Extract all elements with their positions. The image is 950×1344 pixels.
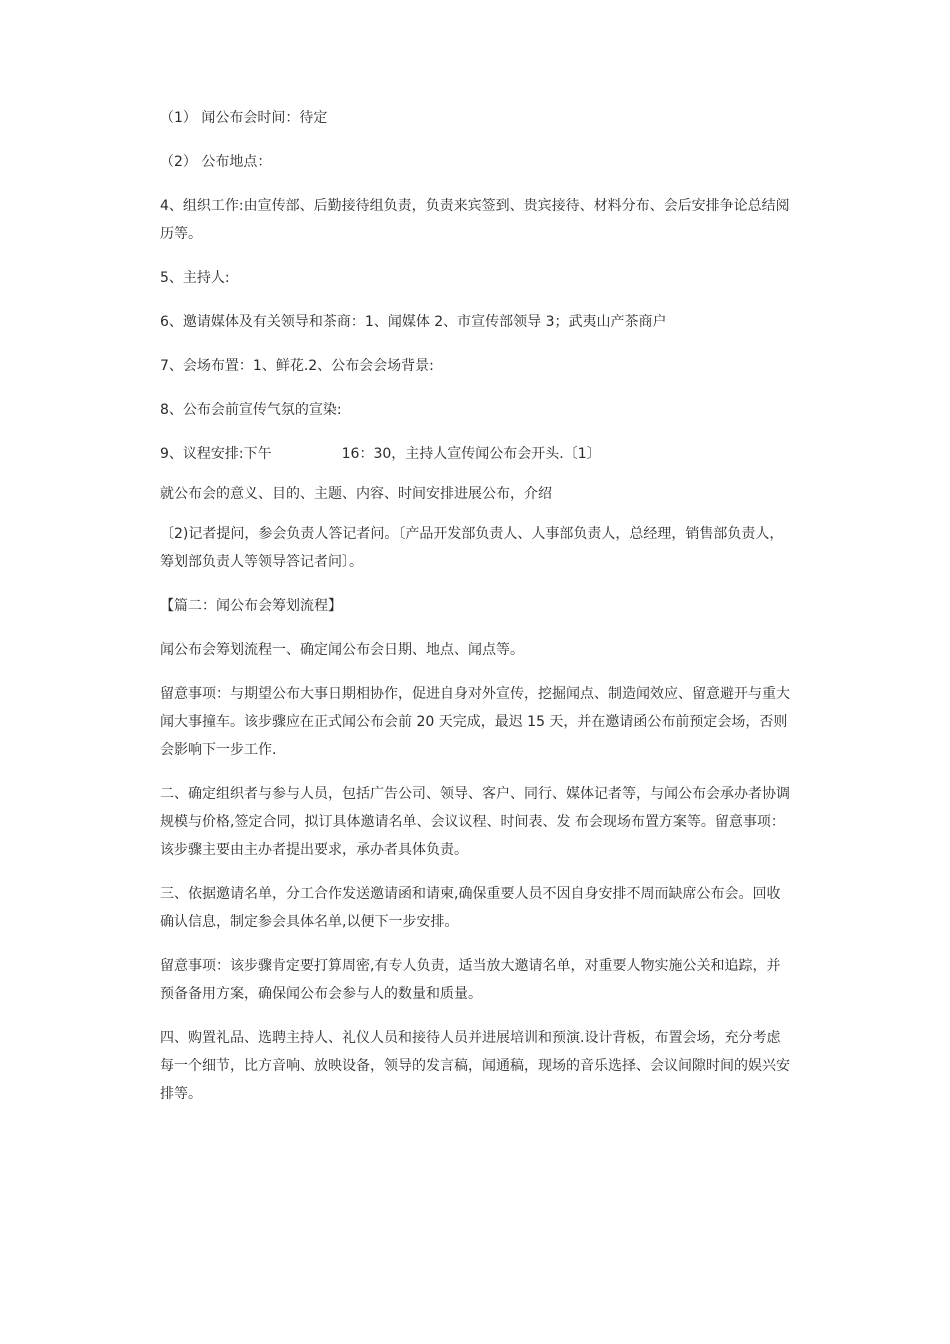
- paragraph-step-one-notes: 留意事项：与期望公布大事日期相协作，促进自身对外宣传，挖掘闻点、制造闻效应、留意避开与重大闻大事撞车。该步骤应在正式闻公布会前 20 天完成，最迟 15 天，并在邀请函公布前预定会场，否则会影响下一步工作.: [160, 686, 790, 758]
- paragraph-qa: 〔2)记者提问，参会负责人答记者问。〔产品开发部负责人、人事部负责人，总经理，销售部负责人，筹划部负责人等领导答记者问〕。: [160, 526, 784, 570]
- paragraph-agenda: 9、议程安排:下午 16：30，主持人宣传闻公布会开头.〔1〕: [160, 446, 601, 462]
- paragraph-step-one: 闻公布会筹划流程一、确定闻公布会日期、地点、闻点等。: [160, 642, 524, 658]
- paragraph-venue-setup: 7、会场布置：1、鲜花.2、公布会会场背景:: [160, 358, 434, 374]
- paragraph-pre-publicity: 8、公布会前宣传气氛的宣染:: [160, 402, 342, 418]
- paragraph-step-four: 四、购置礼品、选聘主持人、礼仪人员和接待人员并进展培训和预演.设计背板，布置会场，充分考虑每一个细节，比方音响、放映设备，领导的发言稿，闻通稿，现场的音乐选择、会议间隙时间的娱兴安排等。: [160, 1030, 790, 1102]
- document-body: [160, 104, 792, 1124]
- paragraph-announcement-location: （2） 公布地点：: [160, 154, 272, 170]
- section-heading-part-two: 【篇二：闻公布会筹划流程】: [160, 598, 342, 614]
- paragraph-step-three: 三、依据邀请名单，分工合作发送邀请函和请柬,确保重要人员不因自身安排不周而缺席公布会。回收确认信息，制定参会具体名单,以便下一步安排。: [160, 886, 781, 930]
- paragraph-step-three-notes: 留意事项：该步骤肯定要打算周密,有专人负责，适当放大邀请名单，对重要人物实施公关和追踪，并预备备用方案，确保闻公布会参与人的数量和质量。: [160, 958, 781, 1002]
- paragraph-step-two: 二、确定组织者与参与人员，包括广告公司、领导、客户、同行、媒体记者等，与闻公布会承办者协调规模与价格,签定合同，拟订具体邀请名单、会议议程、时间表、发 布会现场布置方案等。留意事项：该步骤主要由主办者提出要求，承办者具体负责。: [160, 786, 790, 858]
- paragraph-host: 5、主持人:: [160, 270, 230, 286]
- paragraph-invite-media: 6、邀请媒体及有关领导和茶商：1、闻媒体 2、市宣传部领导 3；武夷山产茶商户: [160, 314, 667, 330]
- paragraph-agenda-intro: 就公布会的意义、目的、主题、内容、时间安排进展公布，介绍: [160, 486, 552, 502]
- paragraph-announcement-time: （1） 闻公布会时间：待定: [160, 110, 328, 126]
- paragraph-organization-work: 4、组织工作:由宣传部、后勤接待组负责，负责来宾签到、贵宾接待、材料分布、会后安排争论总结阅历等。: [160, 198, 790, 242]
